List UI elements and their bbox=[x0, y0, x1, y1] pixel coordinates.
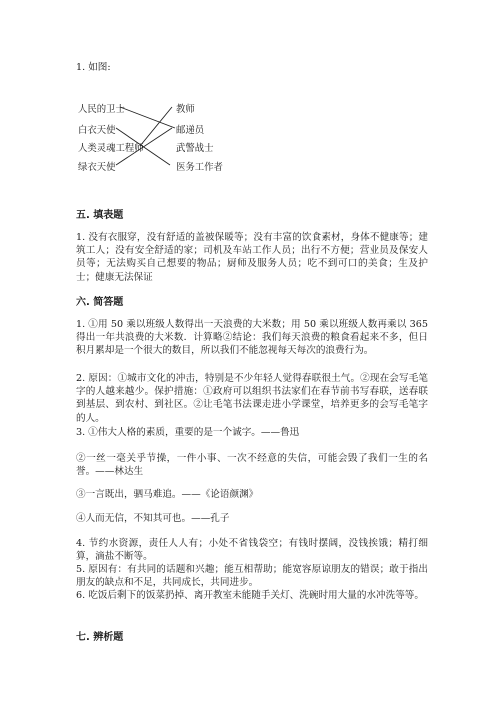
section-6-answer-5: 5. 原因有：有共同的话题和兴趣；能互相帮助；能宽容原谅朋友的错误；敢于指出朋友的缺点和不足，共同成长，共同进步。 bbox=[76, 564, 428, 589]
section-6-answer-3: 3. ①伟大人格的素质，重要的是一个诚字。——鲁迅 bbox=[76, 427, 300, 438]
section-6-answer-1: 1. ①用 50 乘以班级人数得出一天浪费的大米数；用 50 乘以班级人数再乘以 365 得出一年共浪费的大米数．计算略②结论：我们每天浪费的粮食看起来不多，但日积月累却是一个很大的数目，所以我们不能忽视每天每次的浪费行为。 bbox=[76, 319, 428, 357]
match-right-3: 武警战士 bbox=[176, 143, 214, 154]
line-guard-to-police bbox=[120, 107, 175, 128]
section-6-answer-4: 4. 节约水资源，责任人人有；小处不省钱袋空；有钱时摆阔，没钱挨饿；精打细算，滴盐不断等。 bbox=[76, 538, 428, 563]
section-5-answer: 1. 没有衣服穿，没有舒适的盖被保暖等；没有丰富的饮食素材，身体不健康等；建筑工人；没有安全舒适的家；司机及车站工作人员；出行不方便；营业员及保安人员等；无法购买自己想要的物品；厨师及服务人员；吃不到可口的美食；生及护士；健康无法保证 bbox=[76, 232, 428, 283]
match-right-4: 医务工作者 bbox=[176, 162, 223, 173]
matching-lines bbox=[0, 0, 500, 200]
match-left-1: 人民的卫士 bbox=[78, 104, 125, 115]
match-right-1: 教师 bbox=[176, 104, 195, 115]
match-left-3: 人类灵魂工程师 bbox=[78, 143, 144, 154]
section-6-answer-2: 2. 原因：①城市文化的冲击，特别是不少年轻人觉得春联很土气。②现在会写毛笔字的人越来越少。保护措施：①政府可以组织书法家们在春节前书写春联，送春联到基层、到农村、到社区。②让毛笔书法课走进小学课堂，培养更多的会写毛笔字的人。 bbox=[76, 373, 428, 424]
section-6-answer-6: 6. 吃饭后剩下的饭菜扔掉、离开教室未能随手关灯、洗碗时用大量的水冲洗等等。 bbox=[76, 590, 424, 601]
match-left-4: 绿衣天使 bbox=[78, 162, 116, 173]
section-7-title: 七. 辨析题 bbox=[76, 632, 124, 643]
section-5-title: 五. 填表题 bbox=[76, 210, 124, 221]
match-right-2: 邮递员 bbox=[176, 125, 205, 136]
section-6-quote-3: ③一言既出，驷马难追。——《论语颜渊》 bbox=[76, 489, 259, 500]
section-6-quote-2: ②一丝一毫关乎节操，一件小事、一次不经意的失信，可能会毁了我们一生的名誉。——林达生 bbox=[76, 453, 428, 478]
question-1-intro: 1. 如图: bbox=[76, 62, 111, 73]
section-6-title: 六. 简答题 bbox=[76, 297, 124, 308]
section-6-quote-4: ④人而无信，不知其可也。——孔子 bbox=[76, 513, 230, 524]
match-left-2: 白衣天使 bbox=[78, 125, 116, 136]
line-engineer-to-teacher bbox=[140, 107, 172, 146]
